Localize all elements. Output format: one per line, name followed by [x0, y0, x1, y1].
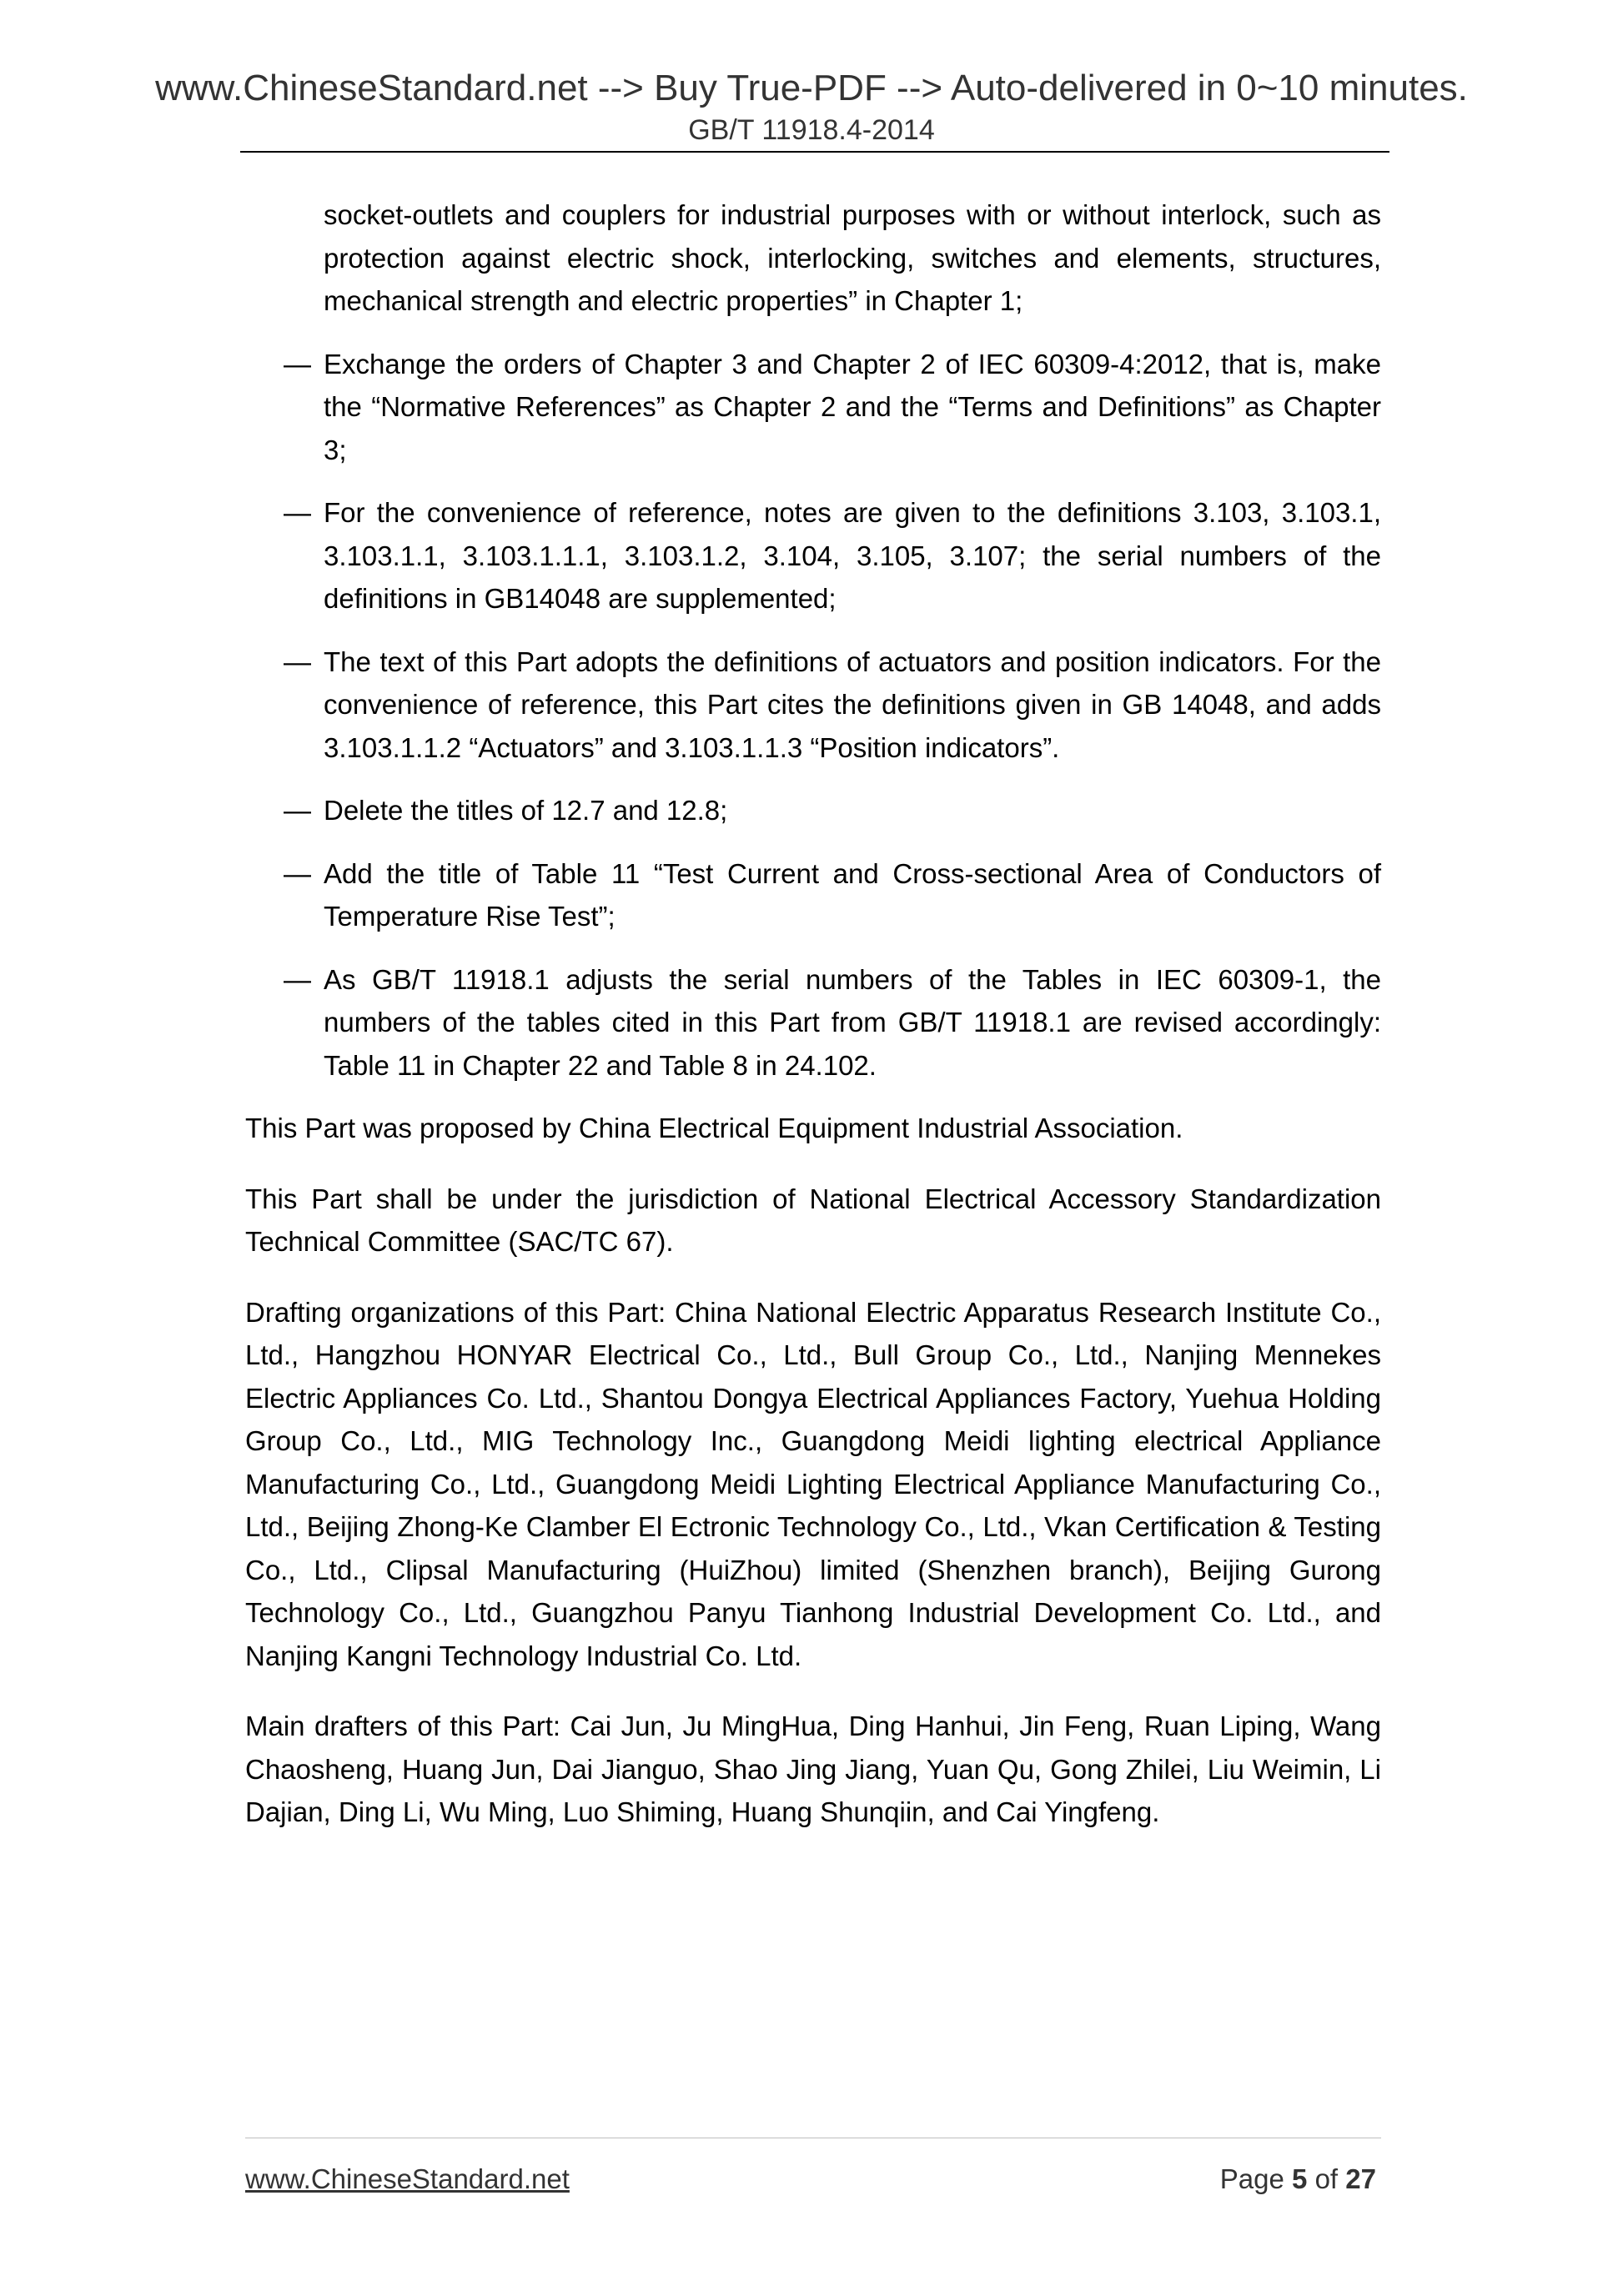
- dash-marker: —: [284, 497, 311, 528]
- page-current: 5: [1292, 2163, 1308, 2194]
- list-item-text: socket-outlets and couplers for industrial purposes with or without interlock, such as protection against electric shock, interlocking, switches and elements, structures, mechanical strength and electric properties” in Chapter 1;: [324, 199, 1381, 316]
- list-item: [245, 958, 1381, 1088]
- dash-marker: —: [284, 963, 311, 995]
- list-item-text: As GB/T 11918.1 adjusts the serial numbers of the Tables in IEC 60309-1, the numbers of the tables cited in this Part from GB/T 11918.1 are revised accordingly: Table 11 in Chapter 22 and Table 8 in 24.102.: [324, 963, 1381, 1081]
- document-body: [245, 193, 1381, 1854]
- page-word: Page: [1219, 2163, 1284, 2194]
- dash-marker: —: [284, 646, 311, 677]
- list-item-text: For the convenience of reference, notes are given to the definitions 3.103, 3.103.1, 3.103.1.1, 3.103.1.1.1, 3.103.1.2, 3.104, 3.105, 3.107; the serial numbers of the definitions in GB14048 are supplemented;: [324, 497, 1381, 614]
- list-item: [245, 852, 1381, 938]
- paragraph-main-drafters: Main drafters of this Part: Cai Jun, Ju MingHua, Ding Hanhui, Jin Feng, Ruan Liping, Wang Chaosheng, Huang Jun, Dai Jianguo, Shao Jing Jiang, Yuan Qu, Gong Zhilei, Liu Weimin, Li Dajian, Ding Li, Wu Ming, Luo Shiming, Huang Shunqiin, and Cai Yingfeng.: [245, 1711, 1381, 1827]
- header-banner: www.ChineseStandard.net --> Buy True-PDF --> Auto-delivered in 0~10 minutes.: [155, 68, 1468, 108]
- list-item-continuation: [245, 193, 1381, 323]
- header-divider: [240, 151, 1389, 153]
- paragraph-jurisdiction: This Part shall be under the jurisdiction of National Electrical Accessory Standardization Technical Committee (SAC/TC 67).: [245, 1183, 1381, 1257]
- list-item-text: Add the title of Table 11 “Test Current and Cross-sectional Area of Conductors of Temperature Rise Test”;: [324, 857, 1381, 932]
- list-item-text: Exchange the orders of Chapter 3 and Chapter 2 of IEC 60309-4:2012, that is, make the “Normative References” as Chapter 2 and the “Terms and Definitions” as Chapter 3;: [324, 348, 1381, 465]
- list-item-text: Delete the titles of 12.7 and 12.8;: [324, 795, 728, 826]
- paragraph-drafting-organizations: Drafting organizations of this Part: China National Electric Apparatus Research Institute Co., Ltd., Hangzhou HONYAR Electrical Co., Ltd., Bull Group Co., Ltd., Nanjing Mennekes Electric Appliances Co. Ltd., Shantou Dongya Electrical Appliances Factory, Yuehua Holding Group Co., Ltd., MIG Technology Inc., Guangdong Meidi lighting electrical Appliance Manufacturing Co., Ltd., Guangdong Meidi Lighting Electrical Appliance Manufacturing Co., Ltd., Beijing Zhong-Ke Clamber El Ectronic Technology Co., Ltd., Vkan Certification & Testing Co., Ltd., Clipsal Manufacturing (HuiZhou) limited (Shenzhen branch), Beijing Gurong Technology Co., Ltd., Guangzhou Panyu Tianhong Industrial Development Co. Ltd., and Nanjing Kangni Technology Industrial Co. Ltd.: [245, 1296, 1381, 1671]
- dash-marker: —: [284, 795, 311, 826]
- page-total: 27: [1345, 2163, 1376, 2194]
- footer-site-link[interactable]: www.ChineseStandard.net: [245, 2163, 570, 2194]
- page-of: of: [1314, 2163, 1339, 2194]
- list-item: [245, 343, 1381, 472]
- standard-code: GB/T 11918.4-2014: [688, 114, 935, 146]
- paragraph-proposed-by: This Part was proposed by China Electrical Equipment Industrial Association.: [245, 1113, 1183, 1143]
- page-indicator: [1220, 2163, 1376, 2196]
- list-item: [245, 789, 1381, 832]
- dash-marker: —: [284, 348, 311, 379]
- list-item: [245, 641, 1381, 770]
- list-item-text: The text of this Part adopts the definitions of actuators and position indicators. For the convenience of reference, this Part cites the definitions given in GB 14048, and adds 3.103.1.1.2 “Actuators” and 3.103.1.1.3 “Position indicators”.: [324, 646, 1381, 763]
- list-item: [245, 491, 1381, 620]
- dash-marker: —: [284, 857, 311, 889]
